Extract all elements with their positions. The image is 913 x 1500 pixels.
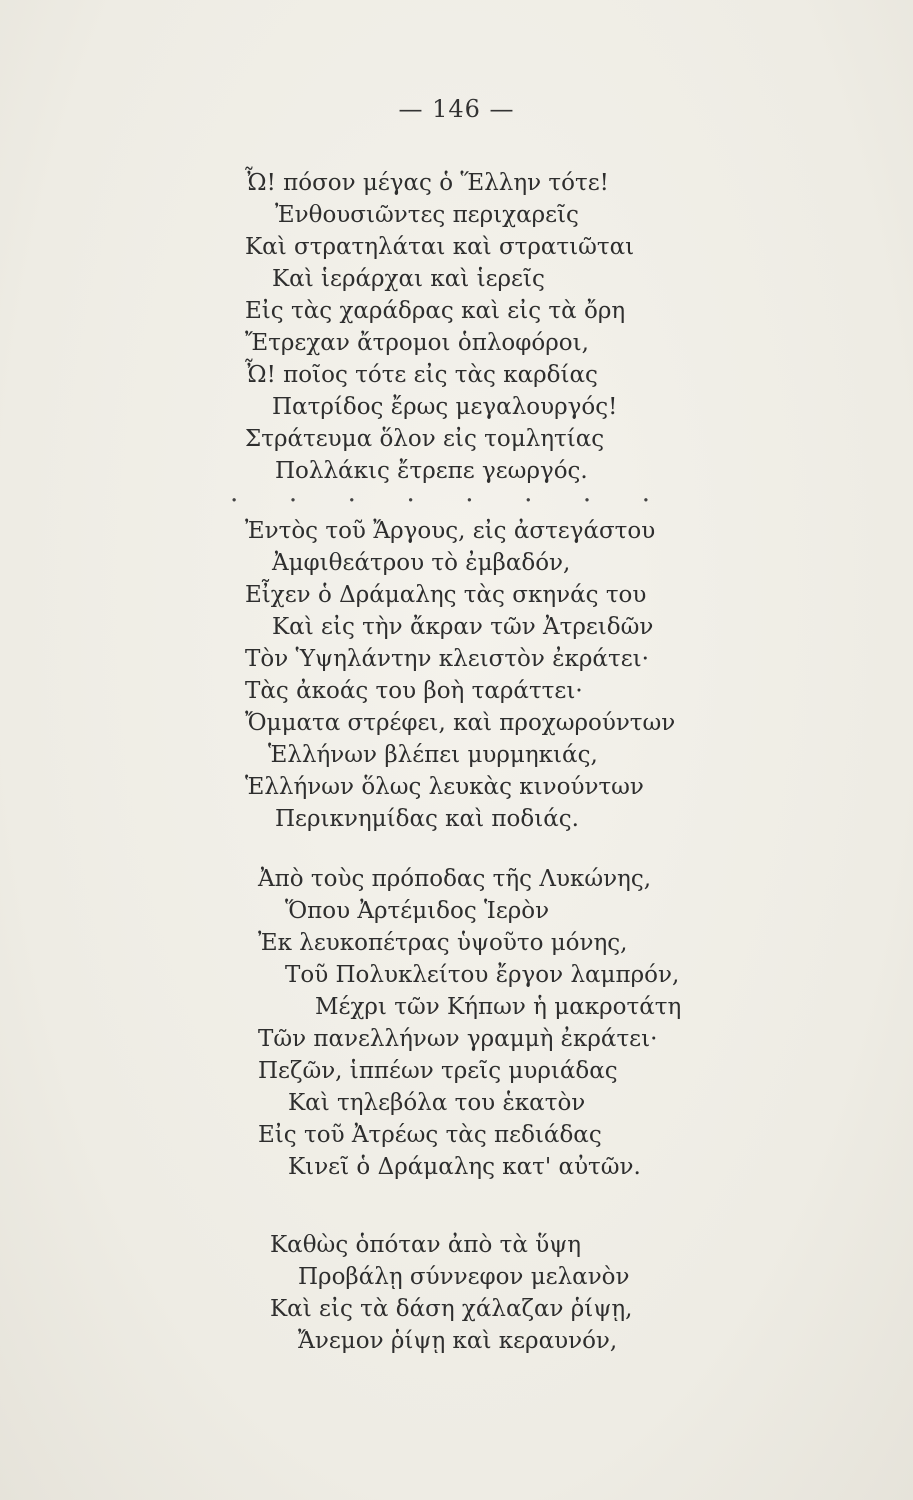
verse-line: Καθὼς ὁπόταν ἀπὸ τὰ ὕψη bbox=[270, 1232, 582, 1258]
verse-line: Ἐνθουσιῶντες περιχαρεῖς bbox=[275, 202, 579, 228]
verse-line: Πατρίδος ἔρως μεγαλουργός! bbox=[272, 394, 618, 420]
verse-line: Τοῦ Πολυκλείτου ἔργον λαμπρόν, bbox=[285, 962, 680, 988]
verse-line: Καὶ εἰς τὴν ἄκραν τῶν Ἀτρειδῶν bbox=[272, 614, 654, 640]
verse-line: Καὶ ἱεράρχαι καὶ ἱερεῖς bbox=[272, 266, 545, 292]
verse-line: Πολλάκις ἔτρεπε γεωργός. bbox=[275, 458, 588, 484]
verse-line: Ἑλλήνων ὅλως λευκὰς κινούντων bbox=[245, 774, 644, 800]
verse-line: Κινεῖ ὁ Δράμαλης κατ' αὐτῶν. bbox=[288, 1154, 641, 1180]
verse-line: Ὦ! πόσον μέγας ὁ Ἕλλην τότε! bbox=[245, 170, 609, 196]
verse-line: Πεζῶν, ἱππέων τρεῖς μυριάδας bbox=[258, 1058, 618, 1084]
verse-line: Ἑλλήνων βλέπει μυρμηκιάς, bbox=[268, 742, 598, 768]
verse-line: Ἀπὸ τοὺς πρόποδας τῆς Λυκώνης, bbox=[258, 866, 652, 892]
verse-line: Περικνημίδας καὶ ποδιάς. bbox=[275, 806, 579, 832]
verse-line: Ἐντὸς τοῦ Ἄργους, εἰς ἀστεγάστου bbox=[245, 518, 656, 544]
verse-line: Ἔτρεχαν ἄτρομοι ὁπλοφόροι, bbox=[245, 330, 589, 356]
verse-line: Καὶ στρατηλάται καὶ στρατιῶται bbox=[245, 234, 635, 260]
verse-line: Ὄμματα στρέφει, καὶ προχωρούντων bbox=[245, 710, 676, 736]
verse-line: Ὅπου Ἀρτέμιδος Ἱερὸν bbox=[285, 898, 550, 924]
verse-line: Ὦ! ποῖος τότε εἰς τὰς καρδίας bbox=[245, 362, 598, 388]
verse-line: Τὰς ἀκοάς του βοὴ ταράττει· bbox=[245, 678, 583, 704]
verse-line: Εἰς τὰς χαράδρας καὶ εἰς τὰ ὄρη bbox=[245, 298, 626, 324]
verse-line: Μέχρι τῶν Κήπων ἡ μακροτάτη bbox=[315, 994, 682, 1020]
verse-line: Ἐκ λευκοπέτρας ὑψοῦτο μόνης, bbox=[258, 930, 628, 956]
verse-line: Στράτευμα ὅλον εἰς τομλητίας bbox=[245, 426, 605, 452]
verse-line: Εἰς τοῦ Ἀτρέως τὰς πεδιάδας bbox=[258, 1122, 602, 1148]
verse-line: Καὶ εἰς τὰ δάση χάλαζαν ῥίψῃ, bbox=[270, 1296, 633, 1322]
verse-line: Εἶχεν ὁ Δράμαλης τὰς σκηνάς του bbox=[245, 582, 647, 608]
verse-line: Τῶν πανελλήνων γραμμὴ ἐκράτει· bbox=[258, 1026, 658, 1052]
separator-dots: . . . . . . . . bbox=[230, 478, 650, 508]
page-number: — 146 — bbox=[398, 95, 515, 123]
verse-line: Καὶ τηλεβόλα του ἑκατὸν bbox=[288, 1090, 586, 1116]
verse-line: Ἄνεμον ῥίψῃ καὶ κεραυνόν, bbox=[298, 1328, 618, 1354]
verse-line: Ἀμφιθεάτρου τὸ ἐμβαδόν, bbox=[272, 550, 571, 576]
verse-line: Προβάλῃ σύννεφον μελανὸν bbox=[298, 1264, 630, 1290]
verse-line: Τὸν Ὑψηλάντην κλειστὸν ἐκράτει· bbox=[245, 646, 649, 672]
